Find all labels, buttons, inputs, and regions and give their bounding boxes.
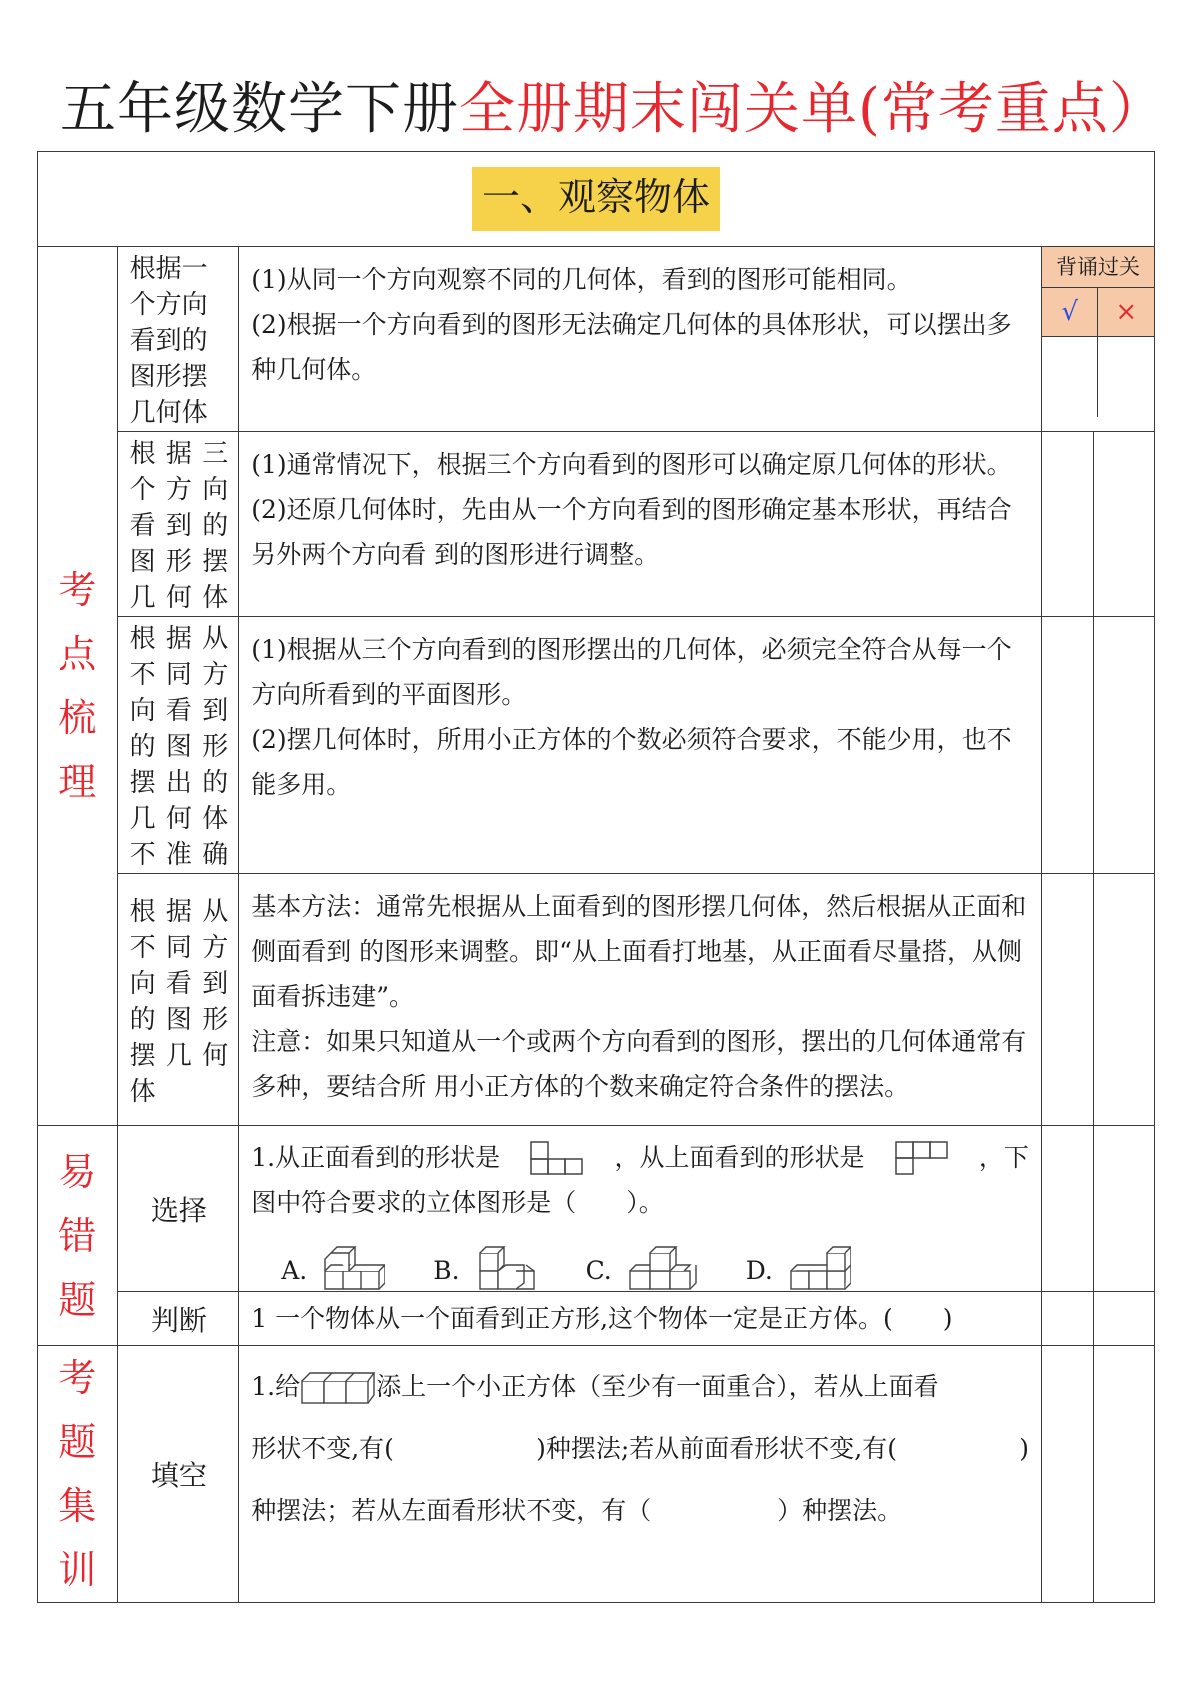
review-1-line-2: (2)根据一个方向看到的图形无法确定几何体的具体形状，可以摆出多种几何体。 [251, 310, 1012, 384]
review-content-1 [239, 247, 1042, 432]
choice-q-part3: ，下 [978, 1143, 1029, 1172]
fill-label: 填空 [117, 1346, 239, 1603]
recite-fail-cell-5[interactable] [1093, 1126, 1154, 1292]
front-view-figure [530, 1141, 584, 1175]
option-b-figure [476, 1239, 538, 1291]
review-3-line-1: (1)根据从三个方向看到的图形摆出的几何体，必须完全符合从每一个方向所看到的平面图形。 [251, 635, 1012, 709]
group-practice-label: 考题集训 [58, 1356, 97, 1592]
top-view-figure [895, 1141, 949, 1175]
judge-label: 判断 [117, 1292, 239, 1346]
fill-question [239, 1346, 1042, 1603]
recite-pass-cell-5[interactable] [1041, 1126, 1093, 1292]
fill-part2: 添上一个小正方体（至少有一面重合），若从上面看 [376, 1372, 939, 1401]
review-2-line-2: (2)还原几何体时，先由从一个方向看到的图形确定基本形状，再结合另外两个方向看 到的图形进行调整。 [251, 495, 1012, 569]
review-content-4 [239, 874, 1042, 1126]
recite-fail-cell-3[interactable] [1093, 617, 1154, 874]
group-review-label: 考点梳理 [58, 568, 97, 804]
fill-blank-1[interactable] [415, 1418, 515, 1480]
option-c-label: C. [585, 1256, 612, 1285]
review-topic-1: 根据一个方向看到的图形摆几何体 [117, 247, 239, 432]
review-topic-3: 根据从不同方向看到的图形摆出的几何体不准确 [117, 617, 239, 874]
recite-fail-cell-4[interactable] [1093, 874, 1154, 1126]
option-c[interactable] [586, 1239, 698, 1291]
group-mistakes-label: 易错题 [58, 1149, 97, 1322]
choice-q-part2: ，从上面看到的形状是 [614, 1143, 865, 1172]
review-4-line-1: 基本方法：通常先根据从上面看到的图形摆几何体，然后根据从正面和侧面看到 的图形来调整。即“从上面看打地基，从正面看尽量搭，从侧面看拆违建”。 [251, 892, 1027, 1011]
fill-line3a: 种摆法；若从左面看形状不变，有（ [251, 1496, 652, 1525]
choice-label: 选择 [117, 1126, 239, 1292]
recite-fail-cell-6[interactable] [1093, 1292, 1154, 1346]
fill-part1: 1.给 [251, 1372, 301, 1401]
recite-pass-cell-3[interactable] [1041, 617, 1093, 874]
review-content-2 [239, 432, 1042, 617]
review-4-line-2: 注意：如果只知道从一个或两个方向看到的图形，摆出的几何体通常有多种，要结合所 用小正方体的个数来确定符合条件的摆法。 [251, 1027, 1027, 1101]
fill-line2c: ) [1019, 1434, 1029, 1463]
page-title [60, 70, 1166, 150]
option-a-label: A. [281, 1256, 308, 1285]
group-review [38, 247, 118, 1126]
recite-fail-cell-2[interactable] [1093, 432, 1154, 617]
option-b-label: B. [433, 1256, 460, 1285]
group-mistakes [38, 1126, 118, 1346]
recite-pass-cell-4[interactable] [1041, 874, 1093, 1126]
fill-line2a: 形状不变,有( [251, 1434, 394, 1463]
fill-line3b: ）种摆法。 [777, 1496, 903, 1525]
judge-question: 1 一个物体从一个面看到正方形,这个物体一定是正方体。( ) [239, 1292, 1042, 1346]
fill-blank-2[interactable] [918, 1418, 998, 1480]
recite-pass-cell-6[interactable] [1041, 1292, 1093, 1346]
fill-line2b: )种摆法;若从前面看形状不变,有( [536, 1434, 897, 1463]
review-2-line-1: (1)通常情况下，根据三个方向看到的图形可以确定原几何体的形状。 [251, 450, 1012, 479]
recite-header: 背诵过关 [1042, 247, 1154, 288]
recite-box [1041, 247, 1154, 432]
choice-q-line2: 图中符合要求的立体图形是（ ）。 [251, 1188, 664, 1217]
review-topic-2: 根据三个方向看到的图形摆几何体 [117, 432, 239, 617]
review-topic-4: 根据从不同方向看到的图形摆几何体 [117, 874, 239, 1126]
cross-icon[interactable]: × [1098, 288, 1154, 337]
recite-pass-cell-1[interactable] [1042, 337, 1098, 417]
recite-pass-cell-7[interactable] [1041, 1346, 1093, 1603]
option-b[interactable] [433, 1239, 537, 1291]
worksheet-table [37, 151, 1155, 1603]
option-c-figure [628, 1239, 698, 1291]
choice-q-part1: 1.从正面看到的形状是 [251, 1143, 501, 1172]
option-d-label: D. [745, 1256, 773, 1285]
choice-question [239, 1126, 1042, 1292]
recite-fail-cell-1[interactable] [1098, 337, 1154, 417]
group-practice [38, 1346, 118, 1603]
review-3-line-2: (2)摆几何体时，所用小正方体的个数必须符合要求，不能少用，也不能多用。 [251, 725, 1012, 799]
review-1-line-1: (1)从同一个方向观察不同的几何体，看到的图形可能相同。 [251, 265, 912, 294]
review-content-3 [239, 617, 1042, 874]
section-title: 一、观察物体 [472, 167, 720, 231]
section-header [38, 152, 1155, 247]
check-icon[interactable]: √ [1042, 288, 1098, 337]
option-d[interactable] [746, 1239, 851, 1291]
choice-options [251, 1225, 1029, 1291]
option-a-figure [323, 1245, 385, 1291]
title-red: 全册期末闯关单(常考重点） [459, 77, 1166, 142]
recite-pass-cell-2[interactable] [1041, 432, 1093, 617]
option-d-figure [789, 1239, 851, 1291]
option-a[interactable] [281, 1245, 385, 1291]
title-black: 五年级数学下册 [60, 77, 459, 142]
recite-fail-cell-7[interactable] [1093, 1346, 1154, 1603]
cube-row-figure [300, 1369, 376, 1405]
